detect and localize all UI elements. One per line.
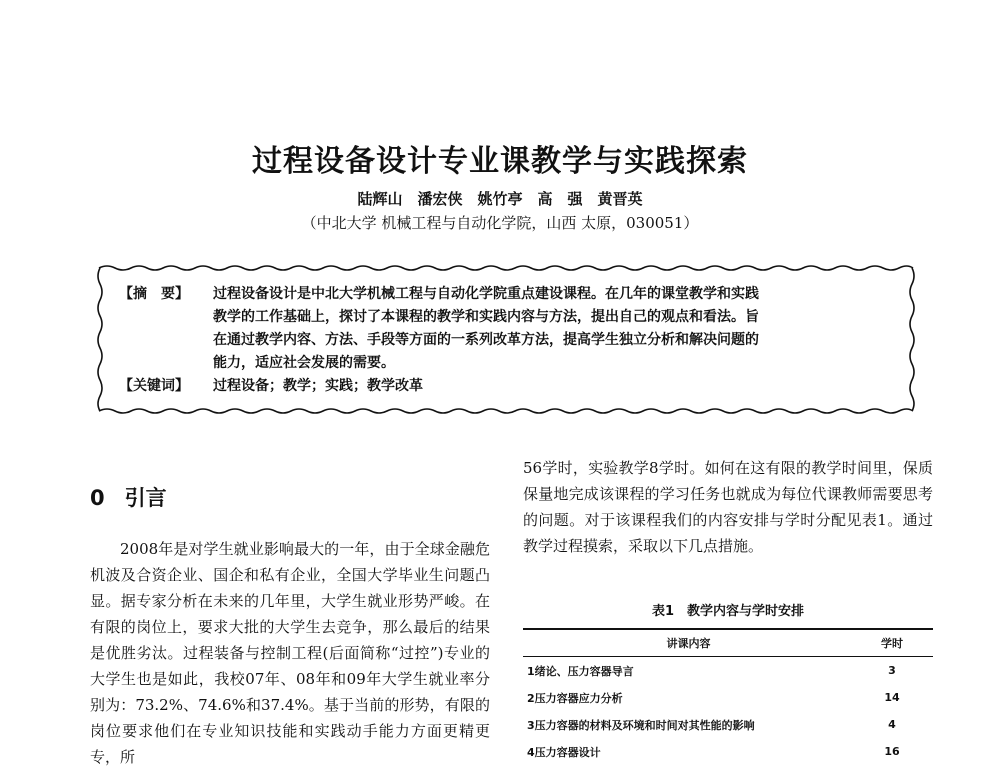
abstract-line: 教学的工作基础上，探讨了本课程的教学和实践内容与方法，提出自己的观点和看法。旨 bbox=[213, 309, 759, 325]
abstract-label: 【摘 要】 bbox=[119, 286, 189, 302]
keywords-text: 过程设备；教学；实践；教学改革 bbox=[213, 378, 423, 394]
table-cell-hours: 14 bbox=[884, 691, 900, 704]
section-heading bbox=[90, 482, 167, 512]
affiliation: （中北大学 机械工程与自动化学院，山西 太原，030051） bbox=[301, 214, 699, 232]
table-row bbox=[523, 738, 933, 765]
table-cell-hours: 3 bbox=[888, 664, 896, 677]
table-row bbox=[523, 657, 933, 685]
author-list: 陆辉山 潘宏侠 姚竹亭 高 强 黄晋英 bbox=[357, 190, 643, 208]
table-header-row bbox=[523, 629, 933, 657]
abstract-text bbox=[213, 283, 903, 375]
table-cell-topic: 1绪论、压力容器导言 bbox=[527, 664, 634, 678]
table-row bbox=[523, 711, 933, 738]
section-number: 0 bbox=[90, 486, 105, 510]
keywords-label: 【关键词】 bbox=[119, 378, 189, 394]
right-column-text: 56学时，实验教学8学时。如何在这有限的教学时间里，保质保量地完成该课程的学习任务也就成为每位代课教师需要思考的问题。对于该课程我们的内容安排与学时分配见表1。通过教学过程摸索，采取以下几点措施。 bbox=[523, 459, 933, 555]
table-cell-hours: 16 bbox=[884, 745, 900, 758]
table-caption: 表1 教学内容与学时安排 bbox=[651, 604, 805, 619]
table-row bbox=[523, 684, 933, 711]
table-cell-topic: 4压力容器设计 bbox=[527, 745, 601, 759]
table-cell-hours: 4 bbox=[888, 718, 896, 731]
paper-title: 过程设备设计专业课教学与实践探索 bbox=[252, 144, 748, 179]
table-header-hours: 学时 bbox=[881, 637, 903, 650]
abstract-line: 过程设备设计是中北大学机械工程与自动化学院重点建设课程。在几年的课堂教学和实践 bbox=[213, 286, 759, 302]
table-cell-topic: 2压力容器应力分析 bbox=[527, 691, 623, 705]
abstract-line: 在通过教学内容、方法、手段等方面的一系列改革方法，提高学生独立分析和解决问题的 bbox=[213, 332, 759, 348]
abstract-box bbox=[95, 262, 917, 417]
abstract-line: 能力，适应社会发展的需要。 bbox=[213, 355, 395, 371]
schedule-table bbox=[523, 628, 933, 765]
table-header-topic: 讲课内容 bbox=[666, 637, 711, 650]
section-title: 引言 bbox=[124, 486, 167, 510]
left-column-text: 2008年是对学生就业影响最大的一年，由于全球金融危机波及合资企业、国企和私有企业，全国大学毕业生问题凸显。据专家分析在未来的几年里，大学生就业形势严峻。在有限的岗位上，要求大批的大学生去竞争，那么最后的结果是优胜劣汰。过程装备与控制工程(后面简称“过控”)专业的大学生也是如此，我校07年、08年和09年大学生就业率分别为：73.2%、74.6%和37.4%。基于当前的形势，有限的岗位要求他们在专业知识技能和实践动手能力方面更精更专，所 bbox=[90, 540, 490, 766]
table-cell-topic: 3压力容器的材料及环境和时间对其性能的影响 bbox=[527, 718, 755, 732]
